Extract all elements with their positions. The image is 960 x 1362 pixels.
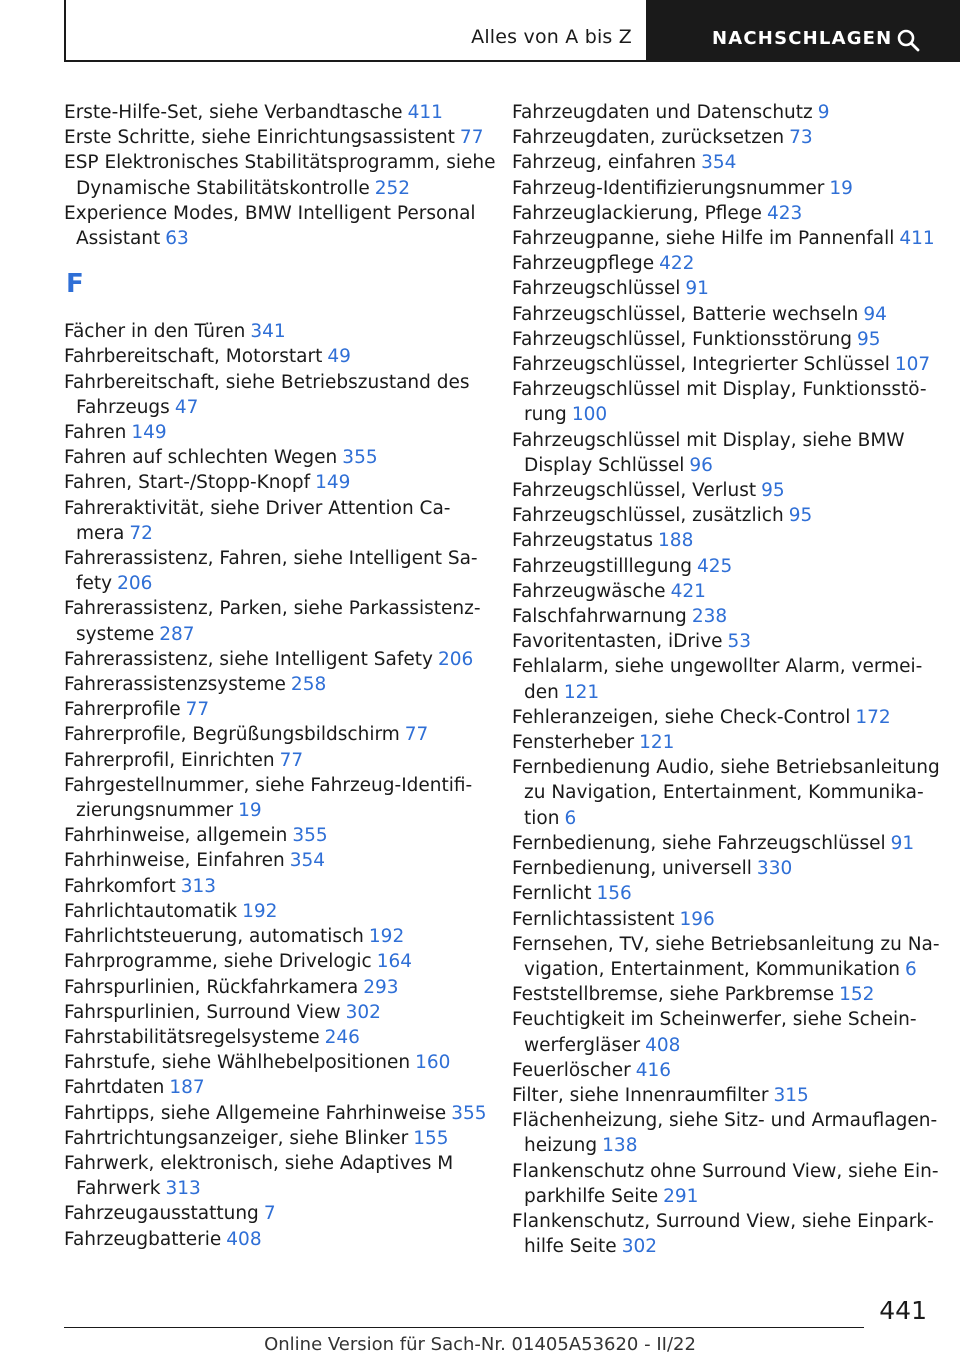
index-entry-text: Fernbedienung, siehe Fahrzeugschlüssel bbox=[512, 832, 886, 854]
index-entry-text: Fahrzeugschlüssel, Batterie wechseln bbox=[512, 303, 859, 325]
index-entry-text: Fahrzeugwäsche bbox=[512, 580, 666, 602]
index-entry-text: Erste-Hilfe-Set, siehe Verbandtasche bbox=[64, 102, 403, 123]
page-reference-link[interactable]: 121 bbox=[563, 681, 600, 703]
page-reference-link[interactable]: 95 bbox=[857, 328, 881, 350]
index-entry bbox=[512, 251, 932, 276]
index-entry-text: Fahreraktivität, siehe Driver Attention Ca- bbox=[64, 497, 451, 519]
index-entry-text: rung bbox=[524, 404, 567, 426]
index-entry bbox=[512, 705, 932, 730]
page-reference-link[interactable]: 408 bbox=[645, 1034, 681, 1056]
page-reference-link[interactable]: 149 bbox=[131, 422, 167, 444]
page-reference-link[interactable]: 355 bbox=[451, 1102, 487, 1124]
index-entry-text: hilfe Seite bbox=[524, 1236, 617, 1258]
nav-tab-nachschlagen[interactable] bbox=[648, 0, 960, 62]
index-entry bbox=[64, 596, 484, 646]
index-entry-text: Fahrzeugschlüssel, Verlust bbox=[512, 480, 757, 502]
page-reference-link[interactable]: 422 bbox=[659, 253, 695, 275]
index-entry bbox=[512, 377, 932, 427]
page-reference-link[interactable]: 408 bbox=[226, 1228, 262, 1250]
index-entry-text: Fahrerassistenz, Fahren, siehe Intelligent Sa- bbox=[64, 548, 478, 570]
index-entry-text: ESP Elektronisches Stabilitätsprogramm, siehe bbox=[64, 152, 496, 174]
index-entry-text: Fehlalarm, siehe ungewollter Alarm, vermei- bbox=[512, 656, 923, 678]
page-reference-link[interactable]: 315 bbox=[773, 1084, 809, 1106]
index-entry-text: Experience Modes, BMW Intelligent Personal bbox=[64, 202, 476, 224]
index-entry bbox=[512, 1083, 932, 1108]
page-reference-link[interactable]: 63 bbox=[165, 228, 189, 250]
page-reference-link[interactable]: 164 bbox=[376, 951, 413, 973]
index-entry bbox=[64, 874, 484, 899]
index-entry bbox=[512, 654, 932, 704]
index-entry-text: Favoritentasten, iDrive bbox=[512, 631, 723, 653]
nav-label: NACHSCHLAGEN bbox=[712, 28, 893, 49]
index-entry-text: Fahrzeugstatus bbox=[512, 530, 654, 552]
page-reference-link[interactable]: 77 bbox=[404, 724, 429, 746]
page-reference-link[interactable]: 187 bbox=[169, 1077, 205, 1099]
index-entry-text: Fernlicht bbox=[512, 883, 592, 905]
page-reference-link[interactable]: 100 bbox=[571, 404, 608, 426]
index-entry-text: Fahren bbox=[64, 422, 127, 444]
index-entry bbox=[64, 949, 484, 974]
index-entry-text: Fahrzeugausstattung bbox=[64, 1203, 259, 1225]
page-reference-link[interactable]: 152 bbox=[839, 984, 875, 1006]
page-reference-link[interactable]: 313 bbox=[180, 875, 217, 897]
index-entry-text: Fahrzeugschlüssel mit Display, siehe BMW bbox=[512, 429, 905, 451]
page-reference-link[interactable]: 258 bbox=[290, 674, 327, 696]
index-entry bbox=[64, 975, 484, 1000]
index-entry-text: Fahren auf schlechten Wegen bbox=[64, 447, 338, 469]
index-entry bbox=[512, 302, 932, 327]
page-header bbox=[64, 0, 960, 64]
index-entry-text: Fahrkomfort bbox=[64, 875, 176, 897]
index-entry bbox=[512, 831, 932, 856]
index-entry-text: Assistant bbox=[76, 228, 161, 250]
index-entry bbox=[512, 100, 932, 125]
index-entry bbox=[512, 176, 932, 201]
index-entry-text: Fahrgestellnummer, siehe Fahrzeug-Identifi- bbox=[64, 774, 473, 796]
index-entry-text: vigation, Entertainment, Kommunikation bbox=[524, 958, 900, 980]
index-entry-text: Display Schlüssel bbox=[524, 454, 685, 476]
index-entry-text: Fahrzeugstilllegung bbox=[512, 555, 692, 577]
index-entry bbox=[64, 823, 484, 848]
index-entry-text: Flankenschutz, Surround View, siehe Einpark- bbox=[512, 1210, 934, 1232]
page-reference-link[interactable]: 156 bbox=[596, 883, 632, 905]
page-reference-link[interactable]: 121 bbox=[639, 732, 675, 754]
index-entry bbox=[64, 470, 484, 495]
page-number: 441 bbox=[879, 1296, 927, 1325]
search-icon[interactable] bbox=[896, 28, 920, 52]
index-entry-text: Flankenschutz ohne Surround View, siehe Ein- bbox=[512, 1160, 939, 1182]
index-entry-text: Fernbedienung, universell bbox=[512, 858, 752, 880]
index-entry bbox=[64, 672, 484, 697]
index-entry-text: Fernlichtassistent bbox=[512, 908, 675, 930]
index-entry bbox=[512, 730, 932, 755]
page-reference-link[interactable]: 354 bbox=[289, 850, 326, 872]
index-entry-text: Fahrzeugdaten und Datenschutz bbox=[512, 102, 813, 123]
index-entry bbox=[64, 848, 484, 873]
index-entry-text: parkhilfe Seite bbox=[524, 1185, 659, 1207]
index-entry-text: Fächer in den Türen bbox=[64, 321, 246, 343]
index-entry-text: Fahrbereitschaft, Motorstart bbox=[64, 346, 323, 368]
index-entry-text: Fahrzeuglackierung, Pflege bbox=[512, 202, 762, 224]
footer-text: Online Version für Sach-Nr. 01405A53620 - II/22 bbox=[264, 1334, 696, 1355]
page-reference-link[interactable]: 354 bbox=[701, 152, 737, 174]
index-entry-text: tion bbox=[524, 807, 560, 829]
page-reference-link[interactable]: 160 bbox=[415, 1052, 451, 1074]
index-entry bbox=[512, 629, 932, 654]
index-entry bbox=[512, 932, 940, 982]
index-entry-text: Fahrwerk bbox=[76, 1178, 161, 1200]
index-entry-text: Fahrerassistenz, siehe Intelligent Safety bbox=[64, 648, 433, 670]
section-title: Alles von A bis Z bbox=[471, 26, 632, 48]
index-entry-text: Filter, siehe Innenraumfilter bbox=[512, 1084, 769, 1106]
index-entry bbox=[64, 773, 484, 823]
index-entry bbox=[64, 1227, 484, 1252]
page-reference-link[interactable]: 107 bbox=[894, 354, 931, 376]
index-entry-text: Fahrerassistenzsysteme bbox=[64, 674, 286, 696]
page-reference-link[interactable]: 172 bbox=[855, 706, 891, 728]
index-entry-text: Fahrzeugschlüssel, Funktionsstörung bbox=[512, 328, 853, 350]
index-entry bbox=[64, 1025, 484, 1050]
page-reference-link[interactable]: 95 bbox=[761, 480, 785, 502]
section-tab[interactable] bbox=[64, 0, 648, 62]
index-entry bbox=[64, 420, 484, 445]
page-reference-link[interactable]: 91 bbox=[685, 278, 709, 300]
page-reference-link[interactable]: 313 bbox=[165, 1178, 201, 1200]
index-entry bbox=[512, 1159, 939, 1209]
index-entry bbox=[64, 201, 484, 251]
index-entry bbox=[512, 604, 932, 629]
page-reference-link[interactable]: 421 bbox=[670, 580, 706, 602]
index-entry bbox=[64, 100, 484, 125]
index-entry bbox=[64, 748, 484, 773]
index-entry bbox=[512, 125, 932, 150]
index-entry-text: Fahrerassistenz, Parken, siehe Parkassistenz- bbox=[64, 598, 481, 620]
page-reference-link[interactable]: 7 bbox=[263, 1203, 276, 1225]
index-entry-text: Fahrprogramme, siehe Drivelogic bbox=[64, 951, 372, 973]
page-reference-link[interactable]: 252 bbox=[374, 177, 411, 199]
page-reference-link[interactable]: 95 bbox=[788, 505, 813, 527]
index-entry bbox=[64, 496, 484, 546]
page-reference-link[interactable]: 341 bbox=[250, 321, 286, 343]
index-entry bbox=[512, 528, 932, 553]
page-reference-link[interactable]: 291 bbox=[663, 1185, 699, 1207]
page-reference-link[interactable]: 330 bbox=[756, 858, 793, 880]
index-entry-text: Fahrzeugschlüssel bbox=[512, 278, 681, 300]
index-entry bbox=[512, 1007, 932, 1057]
index-entry-text: Fahrerprofile, Begrüßungsbildschirm bbox=[64, 724, 400, 746]
index-entry bbox=[512, 1108, 938, 1158]
index-entry-text: Fahrzeugschlüssel mit Display, Funktionsstö- bbox=[512, 379, 927, 401]
index-entry-text: Fahrtipps, siehe Allgemeine Fahrhinweise bbox=[64, 1102, 447, 1124]
page-reference-link[interactable]: 416 bbox=[635, 1059, 672, 1081]
page-reference-link[interactable]: 302 bbox=[345, 1001, 381, 1023]
page-reference-link[interactable]: 293 bbox=[363, 976, 399, 998]
page-reference-link[interactable]: 411 bbox=[899, 228, 935, 250]
page-reference-link[interactable]: 206 bbox=[437, 648, 474, 670]
index-entry-text: Dynamische Stabilitätskontrolle bbox=[76, 177, 370, 199]
index-entry bbox=[512, 982, 932, 1007]
index-entry-text: Fehleranzeigen, siehe Check-Control bbox=[512, 706, 851, 728]
index-entry bbox=[512, 226, 935, 251]
index-entry-text: mera bbox=[76, 522, 125, 544]
index-entry-text: Fahrzeugschlüssel, Integrierter Schlüssel bbox=[512, 354, 890, 376]
index-entry-text: fety bbox=[76, 573, 113, 595]
index-entry bbox=[64, 1050, 484, 1075]
page-reference-link[interactable]: 96 bbox=[689, 454, 713, 476]
index-entry bbox=[64, 1101, 487, 1126]
index-entry bbox=[512, 1058, 932, 1083]
index-entry-text: Fahrzeugpflege bbox=[512, 253, 655, 275]
page-reference-link[interactable]: 196 bbox=[679, 908, 715, 930]
index-entry bbox=[512, 755, 940, 831]
index-entry bbox=[64, 647, 484, 672]
index-entry-text: werfergläser bbox=[524, 1034, 641, 1056]
index-entry bbox=[512, 327, 932, 352]
page-reference-link[interactable]: 47 bbox=[174, 396, 199, 418]
page-reference-link[interactable]: 192 bbox=[242, 900, 278, 922]
index-entry bbox=[64, 722, 484, 747]
page-reference-link[interactable]: 19 bbox=[238, 800, 262, 822]
index-entry bbox=[512, 554, 932, 579]
page-reference-link[interactable]: 6 bbox=[564, 807, 577, 829]
index-entry bbox=[64, 319, 484, 344]
index-entry-text: den bbox=[524, 681, 559, 703]
index-entry-text: Fahrlichtautomatik bbox=[64, 900, 238, 922]
index-entry-text: Fahrlichtsteuerung, automatisch bbox=[64, 926, 364, 948]
index-entry bbox=[64, 150, 496, 200]
index-entry bbox=[64, 899, 484, 924]
index-entry-text: Fahrzeugpanne, siehe Hilfe im Pannenfall bbox=[512, 228, 895, 250]
index-entry bbox=[64, 1126, 484, 1151]
index-entry-text: Fahrtdaten bbox=[64, 1077, 165, 1099]
index-entry-text: Feuerlöscher bbox=[512, 1059, 631, 1081]
page-reference-link[interactable]: 77 bbox=[185, 699, 210, 721]
page-reference-link[interactable]: 94 bbox=[863, 303, 887, 325]
index-entry-text: Fahrspurlinien, Rückfahrkamera bbox=[64, 976, 359, 998]
index-entry-text: zierungsnummer bbox=[76, 800, 234, 822]
index-entry bbox=[64, 445, 484, 470]
index-entry bbox=[64, 546, 484, 596]
index-entry bbox=[64, 1000, 484, 1025]
index-entry-text: Fahrwerk, elektronisch, siehe Adaptives M bbox=[64, 1152, 454, 1174]
page-reference-link[interactable]: 77 bbox=[459, 127, 484, 149]
index-entry-text: Fahrzeugdaten, zurücksetzen bbox=[512, 127, 785, 149]
footer-divider bbox=[64, 1327, 864, 1328]
page-reference-link[interactable]: 425 bbox=[696, 555, 733, 577]
index-entry-text: Fahrzeug, einfahren bbox=[512, 152, 697, 174]
page-reference-link[interactable]: 9 bbox=[817, 102, 830, 123]
index-entry-text: Fahrzeugs bbox=[76, 396, 170, 418]
index-column-right bbox=[512, 100, 940, 1259]
index-entry-text: Fahrstabilitätsregelsysteme bbox=[64, 1026, 320, 1048]
index-entry-text: Fahrbereitschaft, siehe Betriebszustand des bbox=[64, 371, 470, 393]
page-reference-link[interactable]: 411 bbox=[407, 102, 443, 123]
index-entry bbox=[512, 428, 932, 478]
page-reference-link[interactable]: 49 bbox=[327, 346, 351, 368]
index-entry-text: Fernbedienung Audio, siehe Betriebsanleitung bbox=[512, 757, 940, 779]
page-reference-link[interactable]: 302 bbox=[621, 1236, 657, 1258]
index-entry-text: Fahrspurlinien, Surround View bbox=[64, 1001, 341, 1023]
index-entry-text: Fahrtrichtungsanzeiger, siehe Blinker bbox=[64, 1127, 409, 1149]
index-column-left bbox=[64, 100, 496, 1252]
page-reference-link[interactable]: 188 bbox=[658, 530, 694, 552]
page-reference-link[interactable]: 73 bbox=[789, 127, 813, 149]
index-entry bbox=[64, 697, 484, 722]
page-reference-link[interactable]: 355 bbox=[292, 825, 328, 847]
page-reference-link[interactable]: 149 bbox=[315, 472, 351, 494]
index-entry bbox=[64, 344, 484, 369]
index-entry bbox=[512, 478, 932, 503]
index-entry bbox=[64, 924, 484, 949]
page-reference-link[interactable]: 246 bbox=[324, 1026, 360, 1048]
index-entry-text: Fahren, Start-/Stopp-Knopf bbox=[64, 472, 311, 494]
index-entry-text: Erste Schritte, siehe Einrichtungsassistent bbox=[64, 127, 455, 149]
index-entry bbox=[512, 907, 932, 932]
page-reference-link[interactable]: 77 bbox=[279, 749, 304, 771]
page-reference-link[interactable]: 355 bbox=[342, 447, 378, 469]
index-entry-text: zu Navigation, Entertainment, Kommunika- bbox=[524, 782, 924, 804]
index-entry bbox=[512, 881, 932, 906]
index-entry-text: Falschfahrwarnung bbox=[512, 606, 687, 628]
index-entry bbox=[64, 125, 484, 150]
index-entry-text: Fahrhinweise, allgemein bbox=[64, 825, 288, 847]
page-reference-link[interactable]: 287 bbox=[159, 623, 195, 645]
page-reference-link[interactable]: 91 bbox=[890, 832, 915, 854]
index-entry bbox=[512, 856, 932, 881]
index-entry bbox=[512, 276, 932, 301]
index-entry-text: Feststellbremse, siehe Parkbremse bbox=[512, 984, 835, 1006]
index-entry-text: Fahrerprofile bbox=[64, 699, 181, 721]
index-entry-text: Fahrzeugschlüssel, zusätzlich bbox=[512, 505, 784, 527]
index-entry bbox=[512, 201, 932, 226]
index-entry-text: Fahrhinweise, Einfahren bbox=[64, 850, 285, 872]
index-letter-heading: F bbox=[66, 269, 84, 300]
index-entry bbox=[512, 579, 932, 604]
index-entry-text: Feuchtigkeit im Scheinwerfer, siehe Schein- bbox=[512, 1009, 917, 1031]
index-entry bbox=[64, 1075, 484, 1100]
index-entry bbox=[64, 370, 484, 420]
page-reference-link[interactable]: 155 bbox=[413, 1127, 449, 1149]
page-reference-link[interactable]: 72 bbox=[129, 522, 153, 544]
index-entry-text: Fahrerprofil, Einrichten bbox=[64, 749, 275, 771]
page-reference-link[interactable]: 238 bbox=[691, 606, 728, 628]
index-entry bbox=[512, 352, 932, 377]
page-reference-link[interactable]: 19 bbox=[829, 177, 853, 199]
index-entry-text: Fensterheber bbox=[512, 732, 635, 754]
index-entry-text: Fahrzeug-Identifizierungsnummer bbox=[512, 177, 825, 199]
page-reference-link[interactable]: 6 bbox=[904, 958, 917, 980]
index-entry bbox=[512, 1209, 932, 1259]
index-entry bbox=[512, 150, 932, 175]
index-entry-text: systeme bbox=[76, 623, 155, 645]
page-reference-link[interactable]: 138 bbox=[602, 1135, 638, 1157]
index-entry bbox=[64, 1151, 484, 1201]
index-entry-text: Fernsehen, TV, siehe Betriebsanleitung zu Na- bbox=[512, 933, 940, 955]
page-reference-link[interactable]: 206 bbox=[117, 573, 153, 595]
page-reference-link[interactable]: 192 bbox=[368, 926, 405, 948]
index-entry bbox=[64, 1201, 484, 1226]
index-entry-text: heizung bbox=[524, 1135, 598, 1157]
page-reference-link[interactable]: 53 bbox=[727, 631, 752, 653]
index-entry-text: Flächenheizung, siehe Sitz- und Armauflagen- bbox=[512, 1110, 938, 1132]
index-entry-text: Fahrzeugbatterie bbox=[64, 1228, 222, 1250]
index-entry-text: Fahrstufe, siehe Wählhebelpositionen bbox=[64, 1052, 411, 1074]
index-entry bbox=[512, 503, 932, 528]
page-reference-link[interactable]: 423 bbox=[766, 202, 803, 224]
